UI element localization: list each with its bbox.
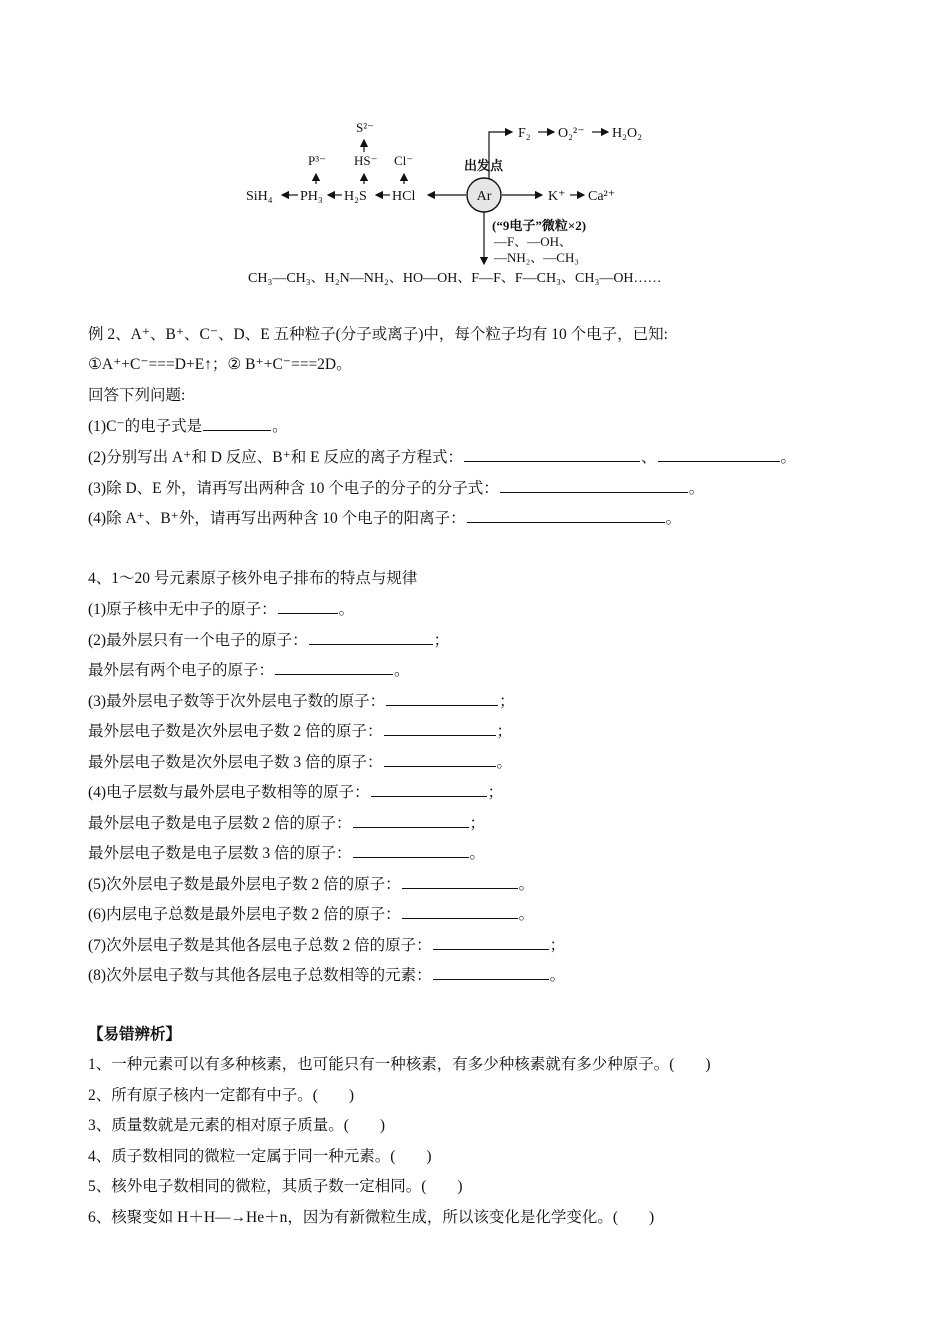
q2-end: 。: [780, 449, 797, 466]
h2s-label: H₂S: [344, 189, 367, 204]
answer-blank[interactable]: [371, 782, 487, 797]
o2-label: O₂²⁻: [558, 126, 585, 141]
section4-item-text: (2)最外层只有一个电子的原子：: [88, 632, 308, 649]
error-item: 1、一种元素可以有多种核素，也可能只有一种核素，有多少种核素就有多少种原子。( ): [88, 1056, 711, 1073]
q1-text: (1)C⁻的电子式是: [88, 418, 203, 435]
section4-item: [88, 782, 503, 803]
answer-blank[interactable]: [275, 660, 393, 675]
answer-blank[interactable]: [384, 721, 496, 736]
hcl-label: HCl: [392, 189, 416, 204]
answer-blank[interactable]: [353, 843, 469, 858]
bottom-molecules: CH₃—CH₃、H₂N—NH₂、HO—OH、F—F、F—CH₃、CH₃—OH……: [248, 271, 662, 286]
example2-intro: 例 2、A⁺、B⁺、C⁻、D、E 五种粒子(分子或离子)中，每个粒子均有 10 个电子，已知:: [88, 326, 668, 343]
answer-blank[interactable]: [353, 813, 469, 828]
error-item: 3、质量数就是元素的相对原子质量。( ): [88, 1117, 386, 1134]
q3-end: 。: [688, 480, 705, 497]
section4-item-text: (4)电子层数与最外层电子数相等的原子：: [88, 784, 370, 801]
errors-title: 【易错辨析】: [88, 1026, 182, 1043]
section4-item-text: (8)次外层电子数与其他各层电子总数相等的元素：: [88, 967, 432, 984]
ten-electron-diagram: [230, 108, 720, 294]
section4-item-end: 。: [518, 876, 535, 893]
section4-item-text: (1)原子核中无中子的原子：: [88, 601, 277, 618]
section4-item-end: 。: [469, 845, 486, 862]
nine-line-2: —NH₂、—CH₃: [494, 250, 579, 265]
q2-blank-2[interactable]: [658, 447, 780, 462]
section4-item-text: 最外层电子数是电子层数 2 倍的原子：: [88, 815, 352, 832]
section4-item-text: (3)最外层电子数等于次外层电子数的原子：: [88, 693, 386, 710]
hs-label: HS⁻: [354, 153, 378, 168]
example2-condition: ①A⁺+C⁻===D+E↑；② B⁺+C⁻===2D。: [88, 356, 352, 373]
answer-blank[interactable]: [402, 874, 518, 889]
ar-label: Ar: [476, 189, 492, 204]
section4-item-end: 。: [549, 967, 566, 984]
section4-item-text: 最外层有两个电子的原子：: [88, 662, 275, 679]
section4-item-end: ；: [499, 693, 515, 710]
section4-item: [88, 630, 449, 651]
ca-label: Ca²⁺: [588, 189, 616, 204]
q2-blank-1[interactable]: [464, 447, 640, 462]
section4-item-text: (7)次外层电子数是其他各层电子总数 2 倍的原子：: [88, 937, 432, 954]
section4-item: [88, 721, 512, 742]
cl-label: Cl⁻: [394, 153, 414, 168]
section4-item: [88, 843, 485, 864]
nine-electron-label: (“9电子”微粒×2): [492, 218, 587, 233]
section4-item-end: ；: [549, 937, 566, 954]
error-item: 5、核外电子数相同的微粒，其质子数一定相同。( ): [88, 1178, 463, 1195]
k-label: K⁺: [548, 189, 566, 204]
ph3-label: PH₃: [300, 189, 323, 204]
error-item: 4、质子数相同的微粒一定属于同一种元素。( ): [88, 1148, 432, 1165]
q3-text: (3)除 D、E 外，请再写出两种含 10 个电子的分子的分子式：: [88, 480, 499, 497]
q4-end: 。: [665, 510, 682, 527]
section4-item: [88, 691, 515, 712]
section4-item: [88, 660, 410, 681]
section4-item: [88, 813, 485, 834]
section4-item: [88, 904, 534, 925]
section4-item-end: 。: [518, 906, 535, 923]
section4-item: [88, 874, 534, 895]
example2-q1: [88, 416, 288, 437]
q1-blank[interactable]: [203, 416, 271, 431]
nine-line-1: —F、—OH、: [494, 234, 573, 249]
answer-blank[interactable]: [384, 752, 496, 767]
answer-blank[interactable]: [433, 965, 549, 980]
example2-prompt: 回答下列问题:: [88, 387, 186, 404]
section4-item-text: (6)内层电子总数是最外层电子数 2 倍的原子：: [88, 906, 401, 923]
answer-blank[interactable]: [402, 904, 518, 919]
section4-title: 4、1～20 号元素原子核外电子排布的特点与规律: [88, 570, 418, 587]
section4-item-text: 最外层电子数是次外层电子数 2 倍的原子：: [88, 723, 383, 740]
answer-blank[interactable]: [433, 935, 549, 950]
section4-item-text: 最外层电子数是电子层数 3 倍的原子：: [88, 845, 352, 862]
answer-blank[interactable]: [278, 599, 338, 614]
q4-blank[interactable]: [467, 508, 665, 523]
h2o2-label: H₂O₂: [612, 126, 642, 141]
section4-item-text: (5)次外层电子数是最外层电子数 2 倍的原子：: [88, 876, 401, 893]
section4-item-text: 最外层电子数是次外层电子数 3 倍的原子：: [88, 754, 383, 771]
f2-label: F₂: [518, 126, 531, 141]
example2-q3: [88, 478, 704, 499]
start-label: 出发点: [464, 158, 504, 173]
answer-blank[interactable]: [309, 630, 433, 645]
section4-item: [88, 935, 565, 956]
example2-q2: [88, 447, 796, 468]
section4-item-end: ；: [487, 784, 504, 801]
q4-text: (4)除 A⁺、B⁺外，请再写出两种含 10 个电子的阳离子：: [88, 510, 466, 527]
section4-item: [88, 965, 565, 986]
section4-item-end: 。: [338, 601, 355, 618]
section4-item-end: 。: [496, 754, 513, 771]
error-item: 6、核聚变如 H＋H―→He＋n，因为有新微粒生成，所以该变化是化学变化。( ): [88, 1209, 655, 1226]
section4-item: [88, 599, 354, 620]
answer-blank[interactable]: [386, 691, 498, 706]
q1-end: 。: [272, 418, 288, 435]
section4-item-end: 。: [394, 662, 410, 679]
q2-text: (2)分别写出 A⁺和 D 反应、B⁺和 E 反应的离子方程式：: [88, 449, 464, 466]
p3-label: P³⁻: [308, 153, 326, 168]
q3-blank[interactable]: [500, 478, 688, 493]
error-item: 2、所有原子核内一定都有中子。( ): [88, 1087, 355, 1104]
section4-item-end: ；: [496, 723, 513, 740]
section4-item: [88, 752, 512, 773]
s2-label: S²⁻: [356, 120, 374, 135]
sih4-label: SiH₄: [246, 189, 273, 204]
example2-q4: [88, 508, 681, 529]
section4-item-end: ；: [433, 632, 450, 649]
section4-item-end: ；: [469, 815, 486, 832]
q2-mid: 、: [641, 449, 657, 466]
